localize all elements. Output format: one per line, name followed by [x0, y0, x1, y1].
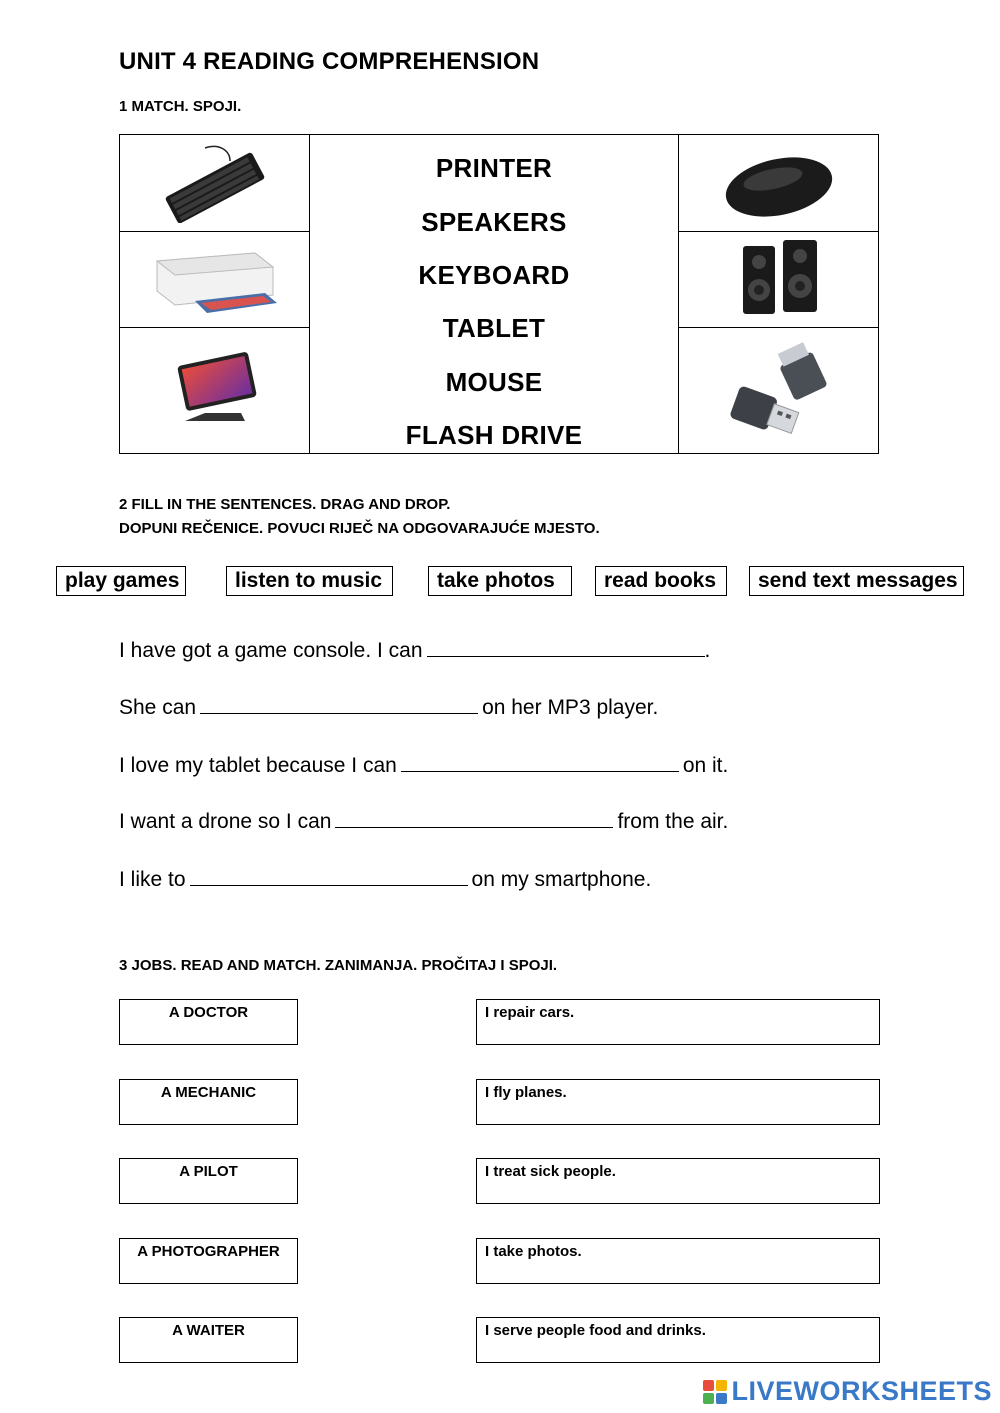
drop-blank-2[interactable] — [200, 693, 478, 714]
job-description-1[interactable]: I repair cars. — [476, 999, 880, 1045]
job-description-3[interactable]: I treat sick people. — [476, 1158, 880, 1204]
liveworksheets-logo — [703, 1376, 992, 1407]
page-title: UNIT 4 READING COMPREHENSION — [119, 48, 540, 75]
logo-square-2 — [716, 1380, 727, 1391]
logo-mark-icon — [703, 1380, 727, 1404]
job-doctor[interactable]: A DOCTOR — [119, 999, 298, 1045]
job-description-4[interactable]: I take photos. — [476, 1238, 880, 1284]
drop-blank-1[interactable] — [427, 636, 705, 657]
job-description-5[interactable]: I serve people food and drinks. — [476, 1317, 880, 1363]
section2-heading-line2: DOPUNI REČENICE. POVUCI RIJEČ NA ODGOVARAJUĆE MJESTO. — [119, 520, 600, 537]
word-tablet: TABLET — [442, 313, 546, 343]
sentence-4: I want a drone so I can from the air. — [119, 807, 728, 834]
sentence-5: I like to on my smartphone. — [119, 865, 651, 892]
logo-square-4 — [716, 1393, 727, 1404]
logo-square-1 — [703, 1380, 714, 1391]
sentence-3: I love my tablet because I can on it. — [119, 751, 728, 778]
match-table — [119, 134, 879, 454]
drop-blank-3[interactable] — [401, 751, 679, 772]
job-mechanic[interactable]: A MECHANIC — [119, 1079, 298, 1125]
word-chip-listen-to-music[interactable]: listen to music — [226, 566, 393, 596]
word-chip-play-games[interactable]: play games — [56, 566, 186, 596]
flash-drive-image — [679, 327, 879, 455]
tablet-image — [120, 327, 309, 455]
word-flash-drive: FLASH DRIVE — [405, 420, 583, 450]
job-description-2[interactable]: I fly planes. — [476, 1079, 880, 1125]
job-waiter[interactable]: A WAITER — [119, 1317, 298, 1363]
word-speakers: SPEAKERS — [421, 207, 567, 237]
mouse-image — [679, 135, 879, 231]
word-keyboard: KEYBOARD — [418, 260, 570, 290]
printer-image — [120, 231, 309, 327]
word-mouse: MOUSE — [445, 367, 543, 397]
word-chip-read-books[interactable]: read books — [595, 566, 727, 596]
job-photographer[interactable]: A PHOTOGRAPHER — [119, 1238, 298, 1284]
sentence-2: She can on her MP3 player. — [119, 693, 658, 720]
drop-blank-5[interactable] — [190, 865, 468, 886]
logo-square-3 — [703, 1393, 714, 1404]
word-printer: PRINTER — [435, 153, 553, 183]
sentence-1: I have got a game console. I can . — [119, 636, 710, 663]
job-pilot[interactable]: A PILOT — [119, 1158, 298, 1204]
drop-blank-4[interactable] — [335, 807, 613, 828]
section1-heading: 1 MATCH. SPOJI. — [119, 98, 242, 115]
word-chip-send-text-messages[interactable]: send text messages — [749, 566, 964, 596]
word-chip-take-photos[interactable]: take photos — [428, 566, 572, 596]
section2-heading-line1: 2 FILL IN THE SENTENCES. DRAG AND DROP. — [119, 496, 451, 513]
keyboard-image — [120, 135, 309, 231]
section3-heading: 3 JOBS. READ AND MATCH. ZANIMANJA. PROČITAJ I SPOJI. — [119, 957, 558, 974]
logo-text: LIVEWORKSHEETS — [731, 1376, 992, 1406]
speakers-image — [679, 231, 879, 327]
